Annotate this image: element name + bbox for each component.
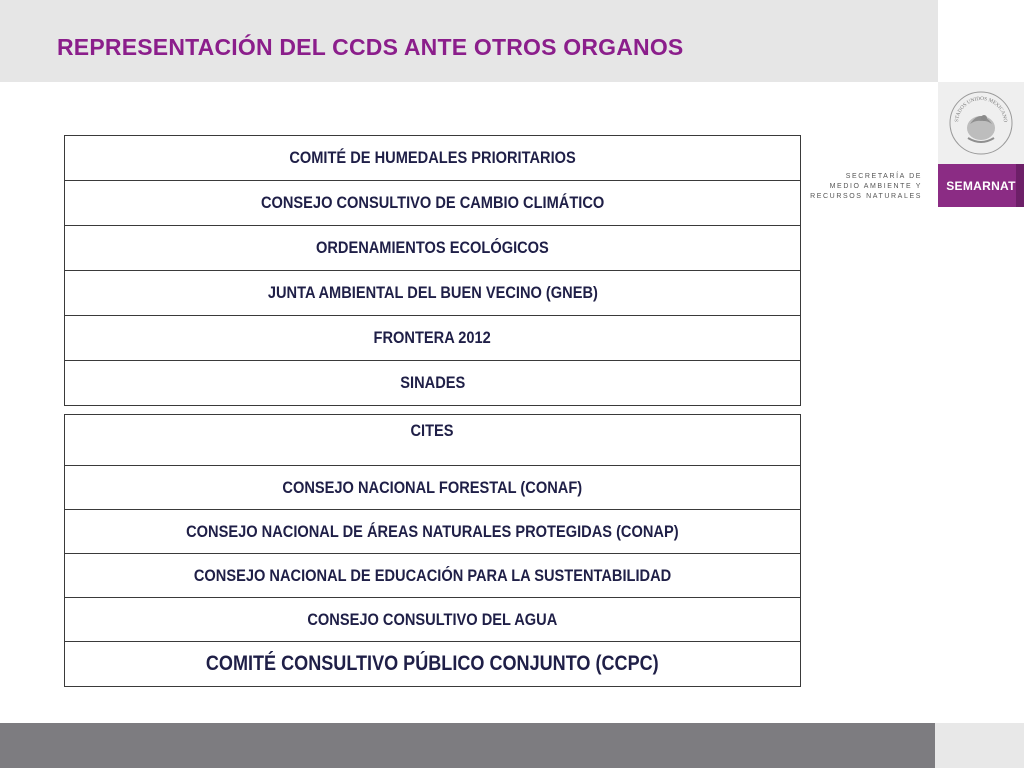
table-cell: [65, 598, 801, 642]
cell-text: COMITÉ CONSULTIVO PÚBLICO CONJUNTO (CCPC): [206, 652, 659, 675]
emblem-text: STADOS UNIDOS MEXICANO: [953, 95, 1009, 123]
secretaria-line-1: SECRETARÍA DE: [845, 173, 922, 180]
table-row: [65, 181, 801, 226]
mexican-coat-of-arms-icon: [948, 90, 1014, 156]
table-cell: [65, 466, 801, 510]
table-cell: [65, 271, 801, 316]
organos-table-bottom: [64, 414, 801, 687]
table-cell: [65, 136, 801, 181]
cell-text: CONSEJO NACIONAL DE EDUCACIÓN PARA LA SUSTENTABILIDAD: [193, 565, 672, 585]
slide-title: REPRESENTACIÓN DEL CCDS ANTE OTROS ORGANOS: [57, 34, 684, 60]
cell-text: CONSEJO CONSULTIVO DEL AGUA: [307, 609, 558, 629]
table-cell: [65, 226, 801, 271]
header-side: [938, 0, 1024, 82]
table-row: [65, 136, 801, 181]
table-cell: [65, 181, 801, 226]
table-row: [65, 226, 801, 271]
cell-text: CONSEJO NACIONAL DE ÁREAS NATURALES PROTEGIDAS (CONAP): [186, 521, 679, 541]
table-row: [65, 510, 801, 554]
table-row: [65, 361, 801, 406]
table-row: [65, 316, 801, 361]
table-row: [65, 598, 801, 642]
table-row: [65, 415, 801, 466]
cell-text: ORDENAMIENTOS ECOLÓGICOS: [316, 238, 549, 257]
cell-text: CONSEJO CONSULTIVO DE CAMBIO CLIMÁTICO: [260, 193, 605, 212]
table-cell: [65, 316, 801, 361]
table-cell: [65, 415, 801, 466]
organos-table-top: [64, 135, 801, 406]
footer-band: [0, 723, 935, 768]
table-row: [65, 466, 801, 510]
brand-strip: [1016, 164, 1024, 207]
table-cell: [65, 642, 801, 687]
secretaria-line-2: MEDIO AMBIENTE Y: [829, 183, 922, 190]
footer-side: [935, 723, 1024, 768]
cell-text: SINADES: [399, 373, 465, 392]
emblem-panel: [938, 82, 1024, 164]
cell-text: CITES: [410, 421, 455, 440]
secretaria-label: [800, 172, 922, 202]
table-cell: [65, 510, 801, 554]
table-row: [65, 642, 801, 687]
table-cell: [65, 361, 801, 406]
secretaria-line-3: RECURSOS NATURALES: [810, 193, 922, 200]
table-cell: [65, 554, 801, 598]
cell-text: FRONTERA 2012: [373, 328, 492, 347]
table-row: [65, 271, 801, 316]
table-row: [65, 554, 801, 598]
cell-text: COMITÉ DE HUMEDALES PRIORITARIOS: [289, 148, 576, 167]
cell-text: JUNTA AMBIENTAL DEL BUEN VECINO (GNEB): [267, 283, 598, 302]
cell-text: CONSEJO NACIONAL FORESTAL (CONAF): [282, 477, 583, 497]
semarnat-brand: SEMARNAT: [938, 164, 1024, 207]
